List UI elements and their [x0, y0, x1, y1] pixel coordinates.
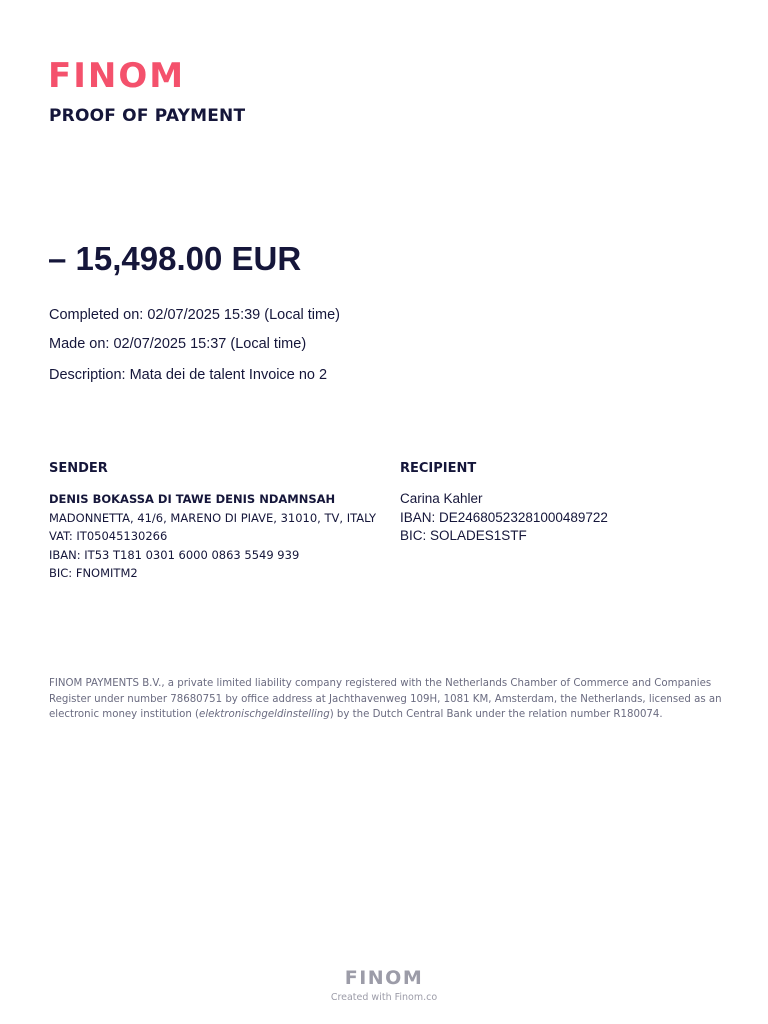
payment-amount: – 15,498.00 EUR — [48, 240, 302, 277]
legal-text-1: FINOM PAYMENTS B.V., a private limited liability company registered with the Netherlands Chamber of Commerce and Companies Register under number 78680751 by office address at Jachthavenweg 109H, 1081 KM, Amsterdam, the Netherlands, licensed as an electronic money institution ( — [49, 678, 722, 720]
sender-name: DENIS BOKASSA DI TAWE DENIS NDAMNSAH — [49, 492, 336, 506]
made-on: Made on: 02/07/2025 15:37 (Local time) — [49, 336, 307, 352]
document-title: PROOF OF PAYMENT — [49, 106, 246, 126]
completed-on: Completed on: 02/07/2025 15:39 (Local time) — [49, 307, 340, 323]
sender-bic: BIC: FNOMITM2 — [49, 566, 138, 580]
legal-text-2: ) by the Dutch Central Bank under the relation number R180074. — [329, 709, 663, 720]
footer-logo: FINOM — [344, 967, 424, 989]
recipient-bic: BIC: SOLADES1STF — [400, 528, 527, 543]
footer-created-with: Created with Finom.co — [330, 992, 438, 1003]
sender-heading: SENDER — [49, 461, 108, 476]
payment-description: Description: Mata dei de talent Invoice no 2 — [49, 367, 328, 383]
sender-details — [49, 490, 379, 583]
legal-notice — [49, 676, 724, 723]
recipient-name: Carina Kahler — [400, 491, 483, 506]
recipient-details — [400, 490, 730, 546]
sender-address: MADONNETTA, 41/6, MARENO DI PIAVE, 31010, TV, ITALY — [49, 510, 376, 525]
recipient-iban: IBAN: DE24680523281000489722 — [400, 509, 608, 525]
sender-vat: VAT: IT05045130266 — [49, 529, 168, 543]
recipient-heading: RECIPIENT — [400, 461, 477, 476]
legal-text-italic: elektronischgeldinstelling — [199, 709, 330, 720]
sender-iban: IBAN: IT53 T181 0301 6000 0863 5549 939 — [49, 547, 300, 562]
finom-logo: FINOM — [48, 56, 186, 96]
